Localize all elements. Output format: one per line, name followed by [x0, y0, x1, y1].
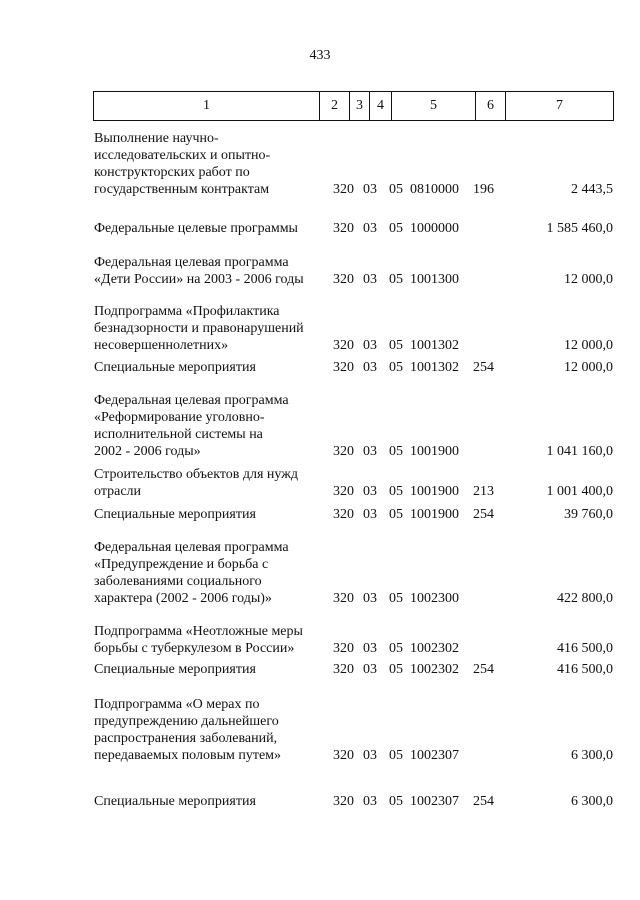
row-name-line: передаваемых половым путем» [94, 748, 282, 763]
row-name [94, 359, 329, 376]
subsection-code: 05 [389, 662, 403, 677]
target-code: 0810000 [410, 182, 459, 197]
row-name-line: конструкторских работ по [94, 165, 250, 180]
subsection-code: 05 [389, 748, 403, 763]
amount: 6 300,0 [571, 794, 613, 809]
row-name-line: Специальные мероприятия [94, 662, 256, 677]
row-name [94, 130, 329, 198]
table-row [0, 506, 640, 523]
row-name-line: 2002 - 2006 годы» [94, 444, 201, 459]
subsection-code: 05 [389, 272, 403, 287]
subsection-code: 05 [389, 444, 403, 459]
table-row [0, 539, 640, 607]
section-code: 03 [363, 507, 377, 522]
expense-code: 254 [473, 360, 494, 375]
header-cell-3: 3 [350, 92, 370, 121]
ministry-code: 320 [333, 484, 354, 499]
ministry-code: 320 [333, 748, 354, 763]
subsection-code: 05 [389, 182, 403, 197]
amount: 2 443,5 [571, 182, 613, 197]
row-name-line: Специальные мероприятия [94, 360, 256, 375]
header-cell-5: 5 [392, 92, 476, 121]
ministry-code: 320 [333, 272, 354, 287]
row-name-line: отрасли [94, 484, 142, 499]
row-name-line: «Реформирование уголовно- [94, 410, 265, 425]
section-code: 03 [363, 641, 377, 656]
amount: 422 800,0 [557, 591, 613, 606]
target-code: 1002302 [410, 641, 459, 656]
table-row [0, 793, 640, 810]
header-cell-1: 1 [94, 92, 320, 121]
header-cell-7: 7 [506, 92, 614, 121]
ministry-code: 320 [333, 641, 354, 656]
table-row [0, 661, 640, 678]
amount: 1 001 400,0 [546, 484, 613, 499]
expense-code: 254 [473, 507, 494, 522]
row-name-line: «Дети России» на 2003 - 2006 годы [94, 272, 304, 287]
row-name [94, 696, 329, 764]
amount: 1 041 160,0 [546, 444, 613, 459]
amount: 6 300,0 [571, 748, 613, 763]
section-code: 03 [363, 484, 377, 499]
header-cell-4: 4 [370, 92, 392, 121]
ministry-code: 320 [333, 662, 354, 677]
row-name-line: Подпрограмма «Неотложные меры [94, 624, 303, 639]
amount: 12 000,0 [564, 338, 613, 353]
row-name [94, 220, 329, 237]
amount: 12 000,0 [564, 360, 613, 375]
header-cell-6: 6 [476, 92, 506, 121]
row-name [94, 793, 329, 810]
target-code: 1002302 [410, 662, 459, 677]
row-name-line: Подпрограмма «Профилактика [94, 304, 280, 319]
section-code: 03 [363, 360, 377, 375]
row-name [94, 506, 329, 523]
table-row [0, 466, 640, 500]
row-name-line: Федеральные целевые программы [94, 221, 298, 236]
section-code: 03 [363, 338, 377, 353]
row-name-line: борьбы с туберкулезом в России» [94, 641, 295, 656]
section-code: 03 [363, 272, 377, 287]
target-code: 1001302 [410, 338, 459, 353]
row-name [94, 392, 329, 460]
subsection-code: 05 [389, 484, 403, 499]
expense-code: 196 [473, 182, 494, 197]
row-name-line: Выполнение научно- [94, 131, 219, 146]
section-code: 03 [363, 748, 377, 763]
ministry-code: 320 [333, 507, 354, 522]
header-cell-2: 2 [320, 92, 350, 121]
page-number: 433 [309, 48, 331, 63]
row-name-line: несовершеннолетних» [94, 338, 229, 353]
subsection-code: 05 [389, 507, 403, 522]
row-name-line: Федеральная целевая программа [94, 393, 289, 408]
section-code: 03 [363, 444, 377, 459]
row-name-line: Федеральная целевая программа [94, 540, 289, 555]
row-name-line: Федеральная целевая программа [94, 255, 289, 270]
row-name-line: государственным контрактам [94, 182, 270, 197]
section-code: 03 [363, 591, 377, 606]
target-code: 1000000 [410, 221, 459, 236]
target-code: 1001302 [410, 360, 459, 375]
row-name-line: исследовательских и опытно- [94, 148, 271, 163]
section-code: 03 [363, 221, 377, 236]
ministry-code: 320 [333, 591, 354, 606]
row-name [94, 623, 329, 657]
target-code: 1001900 [410, 507, 459, 522]
expense-code: 254 [473, 662, 494, 677]
table-row [0, 220, 640, 237]
subsection-code: 05 [389, 338, 403, 353]
amount: 1 585 460,0 [546, 221, 613, 236]
section-code: 03 [363, 182, 377, 197]
table-row [0, 623, 640, 657]
expense-code: 254 [473, 794, 494, 809]
row-name-line: заболеваниями социального [94, 574, 262, 589]
subsection-code: 05 [389, 794, 403, 809]
row-name-line: Специальные мероприятия [94, 507, 256, 522]
row-name-line: исполнительной системы на [94, 427, 263, 442]
row-name [94, 254, 329, 288]
target-code: 1001900 [410, 444, 459, 459]
table-row [0, 254, 640, 288]
amount: 39 760,0 [564, 507, 613, 522]
amount: 416 500,0 [557, 662, 613, 677]
ministry-code: 320 [333, 182, 354, 197]
row-name [94, 466, 329, 500]
table-row [0, 130, 640, 198]
row-name [94, 539, 329, 607]
row-name-line: предупреждению дальнейшего [94, 714, 279, 729]
amount: 416 500,0 [557, 641, 613, 656]
subsection-code: 05 [389, 360, 403, 375]
table-row [0, 392, 640, 460]
section-code: 03 [363, 662, 377, 677]
row-name-line: Строительство объектов для нужд [94, 467, 299, 482]
ministry-code: 320 [333, 794, 354, 809]
ministry-code: 320 [333, 444, 354, 459]
row-name [94, 303, 329, 354]
target-code: 1002307 [410, 748, 459, 763]
target-code: 1002307 [410, 794, 459, 809]
target-code: 1001300 [410, 272, 459, 287]
row-name-line: «Предупреждение и борьба с [94, 557, 269, 572]
row-name-line: Специальные мероприятия [94, 794, 256, 809]
ministry-code: 320 [333, 360, 354, 375]
expense-code: 213 [473, 484, 494, 499]
subsection-code: 05 [389, 641, 403, 656]
row-name-line: безнадзорности и правонарушений [94, 321, 304, 336]
subsection-code: 05 [389, 221, 403, 236]
ministry-code: 320 [333, 221, 354, 236]
subsection-code: 05 [389, 591, 403, 606]
table-row [0, 359, 640, 376]
row-name-line: характера (2002 - 2006 годы)» [94, 591, 272, 606]
ministry-code: 320 [333, 338, 354, 353]
table-row [0, 696, 640, 764]
section-code: 03 [363, 794, 377, 809]
row-name-line: Подпрограмма «О мерах по [94, 697, 260, 712]
table-row [0, 303, 640, 354]
row-name [94, 661, 329, 678]
target-code: 1001900 [410, 484, 459, 499]
amount: 12 000,0 [564, 272, 613, 287]
row-name-line: распространения заболеваний, [94, 731, 278, 746]
target-code: 1002300 [410, 591, 459, 606]
